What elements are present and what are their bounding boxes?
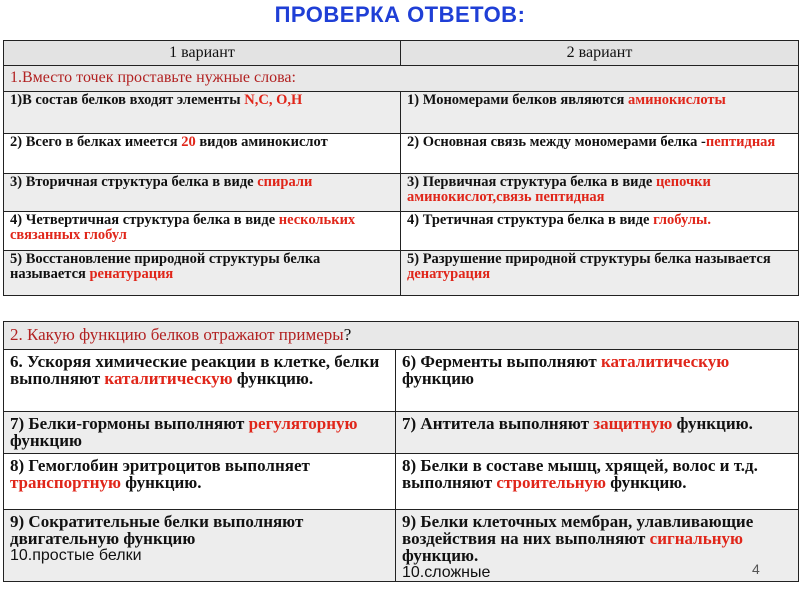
variant-1-answer-cell — [4, 510, 396, 582]
variant-1-header: 1 вариант — [4, 41, 401, 66]
section-2-title-mark: ? — [343, 325, 352, 344]
variant-1-answer-cell — [4, 134, 401, 174]
variant-2-answer-cell — [401, 174, 799, 212]
variant-1-answer-cell — [4, 212, 401, 251]
variant-1-text: 4) Четвертичная структура белка в виде — [10, 212, 279, 228]
variant-2-answer-cell — [396, 412, 799, 454]
variant-1-answer-cell — [4, 92, 401, 134]
section-1-title: 1.Вместо точек проставьте нужные слова: — [4, 66, 799, 92]
page-title: ПРОВЕРКА ОТВЕТОВ: — [274, 2, 526, 27]
answer-row — [4, 92, 799, 134]
variant-1-after: функцию — [10, 431, 83, 450]
variant-2-text: 3) Первичная структура белка в виде — [407, 174, 656, 190]
variant-2-text: 1) Мономерами белков являются — [407, 92, 628, 108]
variant-1-after: функцию. — [121, 473, 202, 492]
answer-row — [4, 412, 799, 454]
answer-row — [4, 350, 799, 412]
variant-2-after: функцию. — [672, 414, 753, 433]
variant-1-text: 5) Восстановление природной структуры белка называется — [10, 251, 321, 282]
variant-2-answer-cell — [396, 454, 799, 510]
variant-2-answer-cell — [401, 212, 799, 251]
variant-1-answer-cell — [4, 174, 401, 212]
answer-row — [4, 134, 799, 174]
variant-2-after: функцию — [402, 369, 475, 388]
variant-2-text: 8) Белки в составе мышц, хрящей, волос и т.д. выполняют — [402, 456, 758, 492]
variant-1-text: 9) Сократительные белки выполняют двигательную функцию — [10, 512, 304, 548]
variant-2-answer: защитную — [593, 414, 673, 433]
variant-1-answer-cell — [4, 454, 396, 510]
answers-table-part2 — [3, 321, 799, 582]
answer-row — [4, 212, 799, 251]
variant-1-text: 1)В состав белков входят элементы — [10, 92, 245, 108]
variant-2-answer-cell — [396, 350, 799, 412]
variant-2-text: 2) Основная связь между мономерами белка - — [407, 134, 706, 150]
section-2-title-row — [4, 322, 799, 350]
answer-row — [4, 454, 799, 510]
variant-2-text: 9) Белки клеточных мембран, улавливающие воздействия на них выполняют — [402, 512, 754, 548]
variant-2-extra: 10.сложные — [402, 564, 491, 581]
variant-1-answer: 20 — [181, 134, 196, 150]
variant-2-answer-cell — [401, 134, 799, 174]
variant-2-answer-cell — [401, 92, 799, 134]
variant-2-text: 6) Ферменты выполняют — [402, 352, 601, 371]
variant-1-text: 2) Всего в белках имеется — [10, 134, 182, 150]
variant-2-answer: денатурация — [407, 266, 491, 282]
variant-header-row — [4, 41, 799, 66]
variant-1-answer-cell — [4, 412, 396, 454]
variant-2-answer: аминокислоты — [627, 92, 726, 108]
variant-2-answer: строительную — [496, 473, 606, 492]
answers-table-part1 — [3, 40, 799, 296]
variant-2-answer: цепочки аминокислот,связь пептидная — [407, 174, 711, 205]
variant-2-text: 4) Третичная структура белка в виде — [407, 212, 654, 228]
variant-2-answer: пептидная — [705, 134, 776, 150]
variant-1-answer: ренатурация — [89, 266, 174, 282]
variant-1-text: 6. Ускоряя химические реакции в клетке, белки выполняют — [10, 352, 380, 388]
variant-2-text: 5) Разрушение природной структуры белка называется — [407, 251, 771, 267]
answer-row — [4, 251, 799, 296]
variant-1-text: 8) Гемоглобин эритроцитов выполняет — [10, 456, 310, 475]
variant-1-answer: спирали — [257, 174, 313, 190]
variant-2-header: 2 вариант — [401, 41, 799, 66]
variant-2-answer: сигнальную — [649, 529, 743, 548]
section-2-title-text: 2. Какую функцию белков отражают примеры — [10, 325, 344, 344]
answer-row — [4, 174, 799, 212]
variant-1-answer: каталитическую — [104, 369, 233, 388]
section-2-title — [4, 322, 799, 350]
variant-1-text: 3) Вторичная структура белка в виде — [10, 174, 258, 190]
variant-2-after: функцию. — [402, 546, 479, 565]
answer-row — [4, 510, 799, 582]
variant-1-answer-cell — [4, 251, 401, 296]
variant-1-answer: N,C, O,H — [244, 92, 303, 108]
variant-2-answer: каталитическую — [600, 352, 730, 371]
variant-1-after: видов аминокислот — [195, 134, 328, 150]
page-number: 4 — [752, 561, 760, 577]
section-1-title-row — [4, 66, 799, 92]
variant-1-answer: регуляторную — [248, 414, 358, 433]
variant-1-answer-cell — [4, 350, 396, 412]
variant-1-answer: нескольких связанных глобул — [10, 212, 356, 243]
variant-2-text: 7) Антитела выполняют — [402, 414, 594, 433]
variant-2-answer: глобулы. — [653, 212, 711, 228]
variant-1-answer: транспортную — [10, 473, 122, 492]
variant-1-text: 7) Белки-гормоны выполняют — [10, 414, 249, 433]
variant-2-answer-cell — [396, 510, 799, 582]
variant-1-after: функцию. — [232, 369, 314, 388]
variant-1-extra: 10.простые белки — [10, 547, 142, 564]
variant-2-answer-cell — [401, 251, 799, 296]
variant-2-after: функцию. — [605, 473, 687, 492]
